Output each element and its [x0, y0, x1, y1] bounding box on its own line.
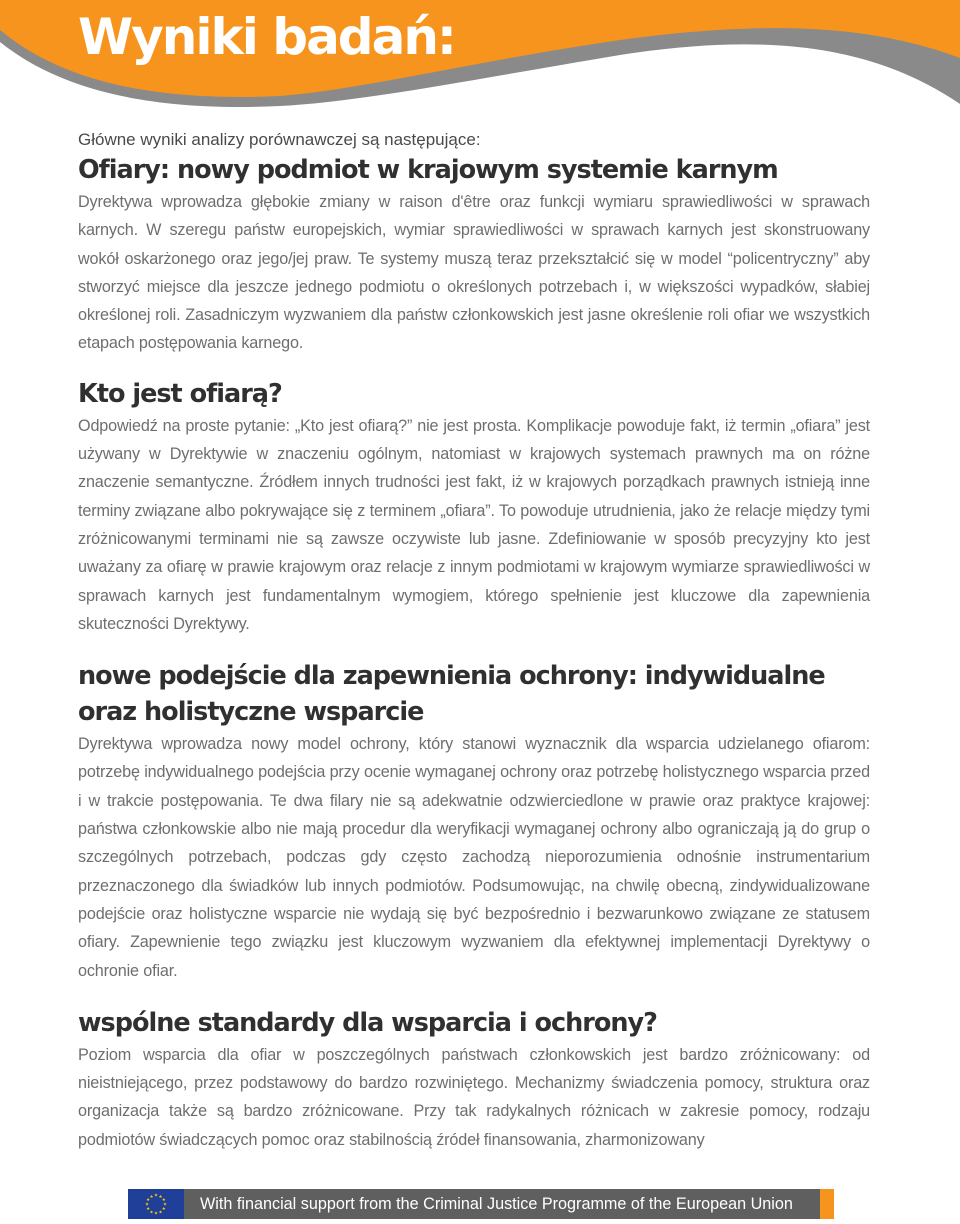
eu-flag-icon: [128, 1189, 184, 1219]
eu-star-icon: ★: [149, 1209, 154, 1215]
eu-star-icon: ★: [144, 1201, 150, 1207]
eu-star-icon: ★: [158, 1209, 163, 1215]
section-body-standards: Poziom wsparcia dla ofiar w poszczególnych państwach członkowskich jest bardzo zróżnicowany: od nieistniejącego, przez podstawowy do bardzo rozwiniętego. Mechanizmy świadczenia pomocy, struktura oraz organizacja także są bardzo zróżnicowane. Przy tak radykalnych różnicach w zakresie pomocy, rodzaju podmiotów świadczących pomoc oraz stabilnością źródeł finansowania, zharmonizowany: [78, 1045, 870, 1149]
section-heading-victims: Ofiary: nowy podmiot w krajowym systemie karnym: [78, 155, 778, 185]
main-content: [78, 128, 870, 1154]
intro-text: Główne wyniki analizy porównawczej są następujące:: [78, 130, 481, 149]
eu-star-icon: ★: [161, 1206, 166, 1212]
eu-star-icon: ★: [161, 1197, 166, 1203]
eu-star-icon: ★: [146, 1197, 151, 1203]
eu-star-icon: ★: [153, 1192, 159, 1198]
page-title: Wyniki badań:: [78, 8, 455, 66]
footer-accent: [820, 1189, 834, 1219]
footer-text: With financial support from the Criminal Justice Programme of the European Union: [200, 1195, 793, 1213]
section-heading-who-is-victim: Kto jest ofiarą?: [78, 378, 282, 409]
section-heading-standards: wspólne standardy dla wsparcia i ochrony?: [78, 1007, 657, 1038]
eu-star-icon: ★: [153, 1210, 159, 1216]
eu-star-icon: ★: [146, 1206, 151, 1212]
section-heading-protection: nowe podejście dla zapewnienia ochrony: indywidualne oraz holistyczne wsparcie: [78, 661, 825, 728]
section-body-protection: Dyrektywa wprowadza nowy model ochrony, który stanowi wyznacznik dla wsparcia udzielanego ofiarom: potrzebę indywidualnego podejścia przy ocenie wymaganej ochrony oraz potrzebę holistycznego wsparcia przed i w trakcie postępowania. Te dwa filary nie są adekwatnie odzwierciedlone w prawie oraz praktyce krajowej: państwa członkowskie albo nie mają procedur dla weryfikacji wymaganej ochrony albo ograniczają ją do grup o szczególnych potrzebach, podczas gdy często zachodzą nieporozumienia odnośnie instrumentarium przeznaczonego dla świadków lub innych podmiotów. Podsumowując, na chwilę obecną, zindywidualizowane podejście oraz holistyczne wsparcie nie wydają się być bezpośrednio i bezwarunkowo związane ze statusem ofiary. Zapewnienie tego związku jest kluczowym wyzwaniem dla efektywnej implementacji Dyrektywy o ochronie ofiar.: [78, 735, 870, 980]
eu-star-icon: ★: [158, 1193, 163, 1199]
eu-star-icon: ★: [149, 1193, 154, 1199]
section-body-who-is-victim: Odpowiedź na proste pytanie: „Kto jest ofiarą?” nie jest prosta. Komplikacje powoduje fakt, iż termin „ofiara” jest używany w Dyrektywie w znaczeniu ogólnym, natomiast w krajowych systemach prawnych ma on różne znaczenie semantyczne. Źródłem innych trudności jest fakt, iż w krajowych porządkach prawnych istnieją inne terminy związane albo pokrywające się z terminem „ofiara”. To powoduje utrudnienia, jako że relacje między tymi zróżnicowanymi terminami nie są zawsze oczywiste lub jasne. Zdefiniowanie w sposób precyzyjny kto jest uważany za ofiarę w prawie krajowym oraz relacje z innym podmiotami w krajowym wymiarze sprawiedliwości w sprawach karnych jest fundamentalnym wymogiem, którego spełnienie jest kluczowe dla zapewnienia skuteczności Dyrektywy.: [78, 416, 870, 633]
footer-bar: [128, 1189, 834, 1219]
eu-star-icon: ★: [162, 1201, 168, 1207]
section-body-victims: Dyrektywa wprowadza głębokie zmiany w raison d'être oraz funkcji wymiaru sprawiedliwości w sprawach karnych. W szeregu państw europejskich, wymiar sprawiedliwości w sprawach karnych jest skonstruowany wokół oskarżonego oraz jego/jej praw. Te systemy muszą teraz przekształcić się w model “policentryczny” aby stworzyć miejsce dla jeszcze jednego podmiotu o określonych potrzebach i, w większości wypadków, słabiej określonej roli. Zasadniczym wyzwaniem dla państw członkowskich jest jasne określenie roli ofiar we wszystkich etapach postępowania karnego.: [78, 193, 870, 353]
